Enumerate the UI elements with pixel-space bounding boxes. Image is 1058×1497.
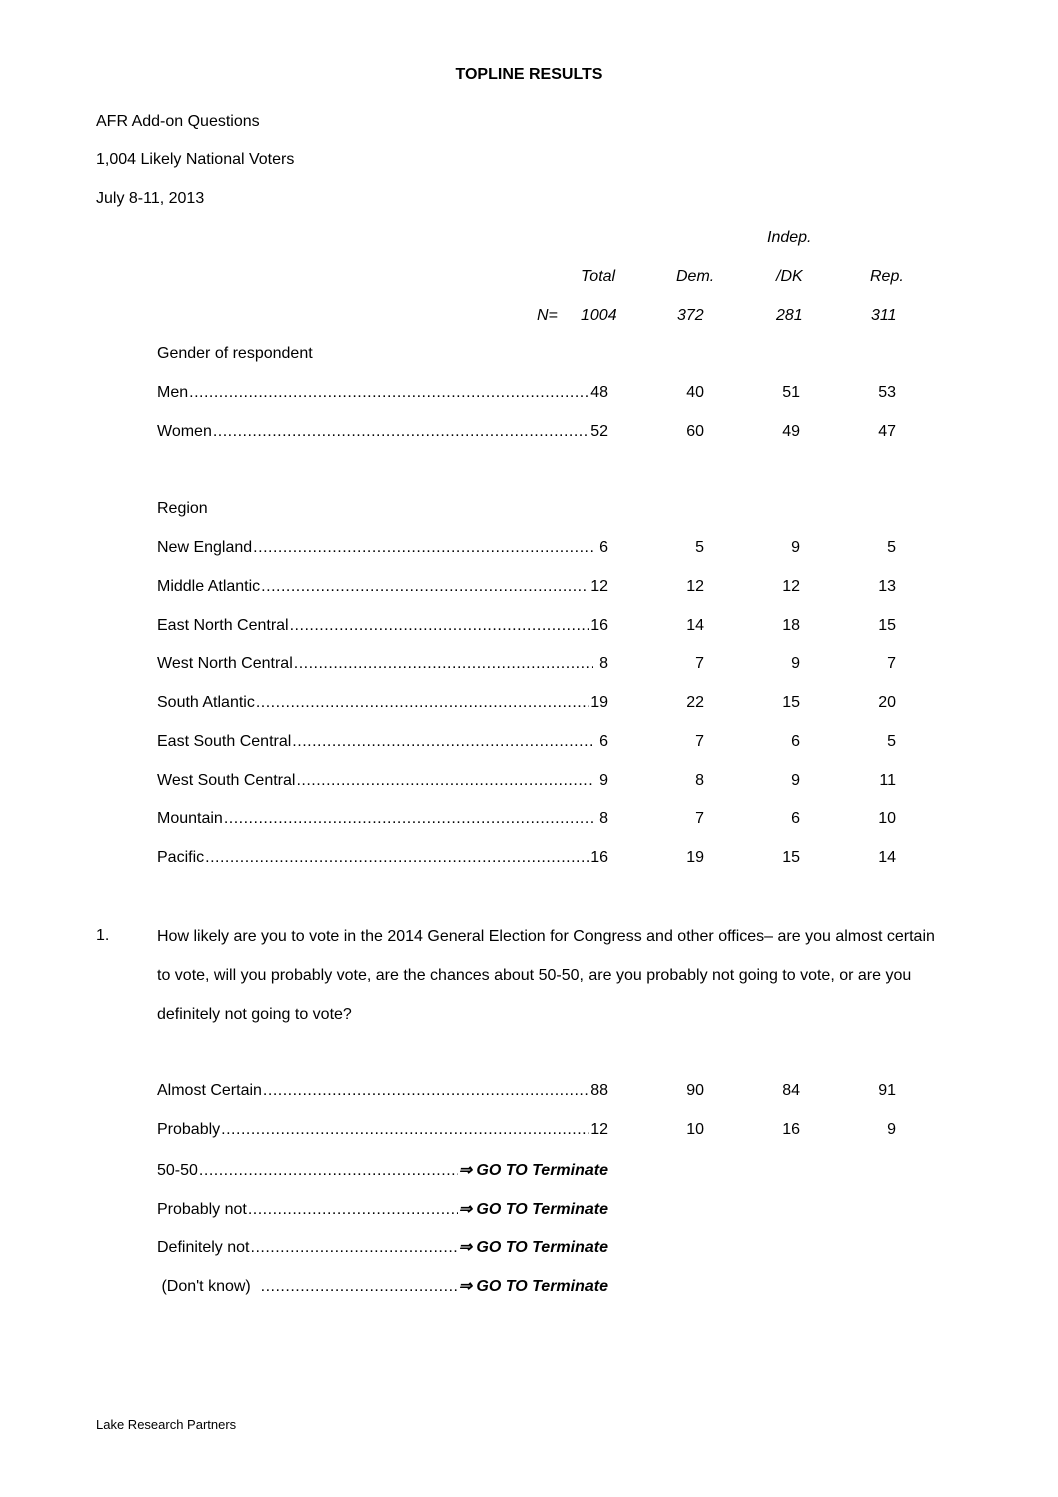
- row-rep: 9: [887, 1121, 896, 1138]
- row-rep: 5: [887, 539, 896, 556]
- row-label: 50-50: [157, 1162, 198, 1179]
- row-total: 9: [599, 772, 608, 789]
- row-dem: 40: [686, 384, 704, 401]
- row-total: 12: [590, 1121, 608, 1138]
- row-label: Men: [157, 384, 189, 401]
- row-dem: 14: [686, 617, 704, 634]
- row-label: New England: [157, 539, 253, 556]
- header-line-2: 1,004 Likely National Voters: [96, 151, 295, 168]
- goto-terminate: ⇒ GO TO Terminate: [458, 1162, 608, 1179]
- header-line-3: July 8-11, 2013: [96, 190, 205, 207]
- row-total: 19: [590, 694, 608, 711]
- n-rep: 311: [871, 307, 897, 324]
- row-indep: 9: [791, 655, 800, 672]
- row-total: 52: [590, 423, 608, 440]
- row-indep: 18: [782, 617, 800, 634]
- row-label: Almost Certain: [157, 1082, 262, 1099]
- row-indep: 6: [791, 733, 800, 750]
- row-indep: 15: [782, 694, 800, 711]
- row-rep: 14: [878, 849, 896, 866]
- row-dem: 7: [695, 733, 704, 750]
- row-total: 16: [590, 617, 608, 634]
- region-heading: Region: [157, 500, 208, 517]
- row-label: (Don't know): [157, 1278, 260, 1295]
- col-header-total: Total: [581, 268, 616, 285]
- row-label: West South Central: [157, 772, 296, 789]
- row-label: Women: [157, 423, 212, 440]
- page-title: TOPLINE RESULTS: [455, 66, 603, 83]
- row-rep: 47: [878, 423, 896, 440]
- row-total: 88: [590, 1082, 608, 1099]
- row-dem: 60: [686, 423, 704, 440]
- row-indep: 51: [782, 384, 800, 401]
- row-label: Probably: [157, 1121, 221, 1138]
- goto-terminate: ⇒ GO TO Terminate: [458, 1239, 608, 1256]
- gender-heading: Gender of respondent: [157, 345, 313, 362]
- row-indep: 6: [791, 810, 800, 827]
- row-total: 16: [590, 849, 608, 866]
- row-label: South Atlantic: [157, 694, 255, 711]
- goto-terminate: ⇒ GO TO Terminate: [458, 1201, 608, 1218]
- row-label: Pacific: [157, 849, 205, 866]
- goto-terminate: ⇒ GO TO Terminate: [458, 1278, 608, 1295]
- header-line-1: AFR Add-on Questions: [96, 113, 260, 130]
- row-rep: 53: [878, 384, 896, 401]
- row-total: 6: [599, 539, 608, 556]
- row-total: 8: [599, 655, 608, 672]
- row-label: West North Central: [157, 655, 293, 672]
- col-header-indep-dk: /DK: [776, 268, 803, 285]
- col-header-indep-top: Indep.: [767, 229, 812, 246]
- n-indep: 281: [776, 307, 803, 324]
- row-label: Probably not: [157, 1201, 247, 1218]
- row-label: Mountain: [157, 810, 223, 827]
- row-indep: 84: [782, 1082, 800, 1099]
- row-dem: 22: [686, 694, 704, 711]
- row-label: East South Central: [157, 733, 292, 750]
- row-dem: 19: [686, 849, 704, 866]
- row-dem: 7: [695, 810, 704, 827]
- row-dem: 10: [686, 1121, 704, 1138]
- row-rep: 10: [878, 810, 896, 827]
- row-rep: 13: [878, 578, 896, 595]
- row-dem: 8: [695, 772, 704, 789]
- row-rep: 15: [878, 617, 896, 634]
- question-number: 1.: [96, 927, 110, 944]
- row-dem: 5: [695, 539, 704, 556]
- col-header-dem: Dem.: [676, 268, 715, 285]
- row-total: 8: [599, 810, 608, 827]
- row-indep: 16: [782, 1121, 800, 1138]
- footer: Lake Research Partners: [96, 1417, 237, 1432]
- row-total: 48: [590, 384, 608, 401]
- row-indep: 49: [782, 423, 800, 440]
- n-total: 1004: [581, 307, 617, 324]
- row-rep: 91: [878, 1082, 896, 1099]
- n-dem: 372: [677, 307, 704, 324]
- row-total: 12: [590, 578, 608, 595]
- row-dem: 7: [695, 655, 704, 672]
- col-header-rep: Rep.: [870, 268, 904, 285]
- row-indep: 15: [782, 849, 800, 866]
- row-indep: 12: [782, 578, 800, 595]
- question-text: How likely are you to vote in the 2014 General Election for Congress and other offices– are you almost certain to vote, will you probably vote, are the chances about 50-50, are you probably not going to vote, or are you definitely not going to vote?: [157, 928, 935, 1023]
- n-label: N=: [537, 307, 558, 324]
- row-indep: 9: [791, 772, 800, 789]
- row-label: Middle Atlantic: [157, 578, 261, 595]
- row-indep: 9: [791, 539, 800, 556]
- row-rep: 20: [878, 694, 896, 711]
- row-total: 6: [599, 733, 608, 750]
- row-label: Definitely not: [157, 1239, 250, 1256]
- row-rep: 7: [887, 655, 896, 672]
- row-dem: 90: [686, 1082, 704, 1099]
- row-rep: 11: [879, 772, 896, 789]
- row-dem: 12: [686, 578, 704, 595]
- row-label: East North Central: [157, 617, 289, 634]
- row-rep: 5: [887, 733, 896, 750]
